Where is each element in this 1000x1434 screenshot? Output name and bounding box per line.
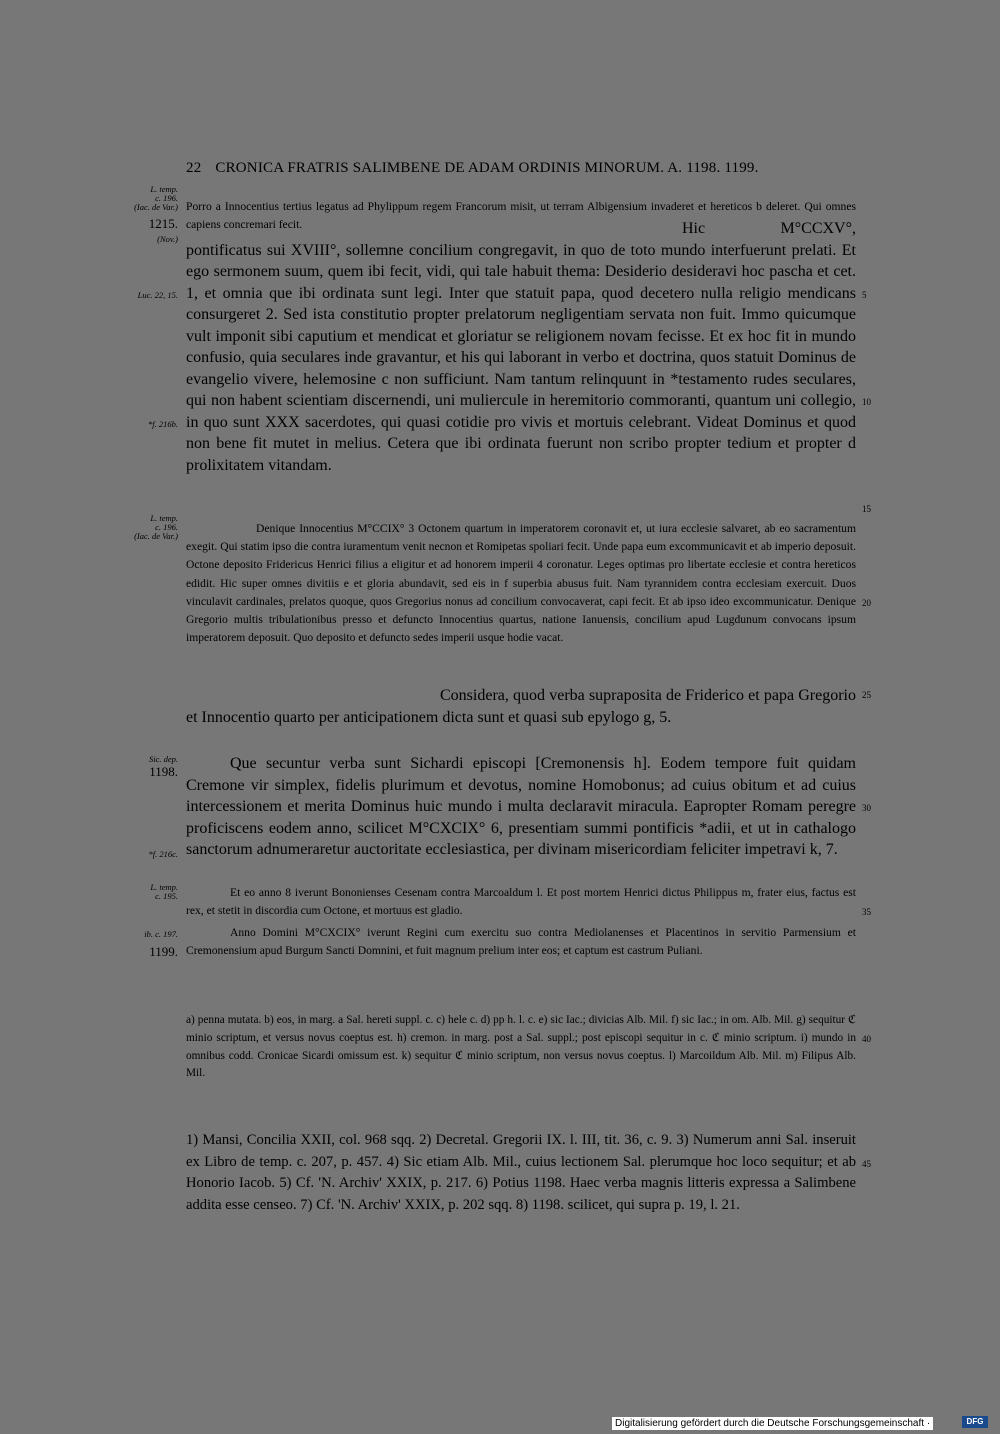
line-number: 5: [862, 290, 867, 300]
line-number: 20: [862, 598, 871, 608]
paragraph-main: Que secuntur verba sunt Sichardi episcopi [Cremonensis h]. Eodem tempore fuit quidam Cremone vir simplex, fidelis plurimum et devotus, nomine Homobonus; ad cuius obitum et ad cuius intercessionem et merita Dominus huic mundo i multa declaravit miracula. Eapropter Romam peregre proficiscens eodem anno, scilicet M°CXCIX° 6, presentiam summi pontificis *adii, et ut in cathalogo sanctorum adnumeraretur auctoritate ecclesiastica, per divinam misericordiam feliciter impetravi k, 7.: [186, 755, 856, 858]
funding-credit: Digitalisierung gefördert durch die Deutsche Forschungsgemeinschaft ·: [612, 1417, 933, 1430]
margin-year: 1215.: [148, 216, 178, 231]
margin-note-line: L. temp.: [150, 184, 178, 194]
paragraph-small: Porro a Innocentius tertius legatus ad Phylippum regem Francorum misit, ut terram Albigensium invaderet et hereticos b deleret. Qui omnes capiens concremari fecit.: [186, 200, 856, 232]
margin-note-source: Sic. dep.: [148, 754, 178, 764]
margin-note-source: [108, 185, 178, 212]
line-number: 40: [862, 1034, 871, 1044]
margin-note-folio: *f. 216b.: [148, 419, 178, 429]
margin-note-line: (Iac. de Var.): [134, 531, 178, 541]
margin-note-bible: Luc. 22, 15.: [137, 290, 178, 300]
critical-apparatus: a) penna mutata. b) eos, in marg. a Sal. hereti suppl. c. c) hele c. d) pp h. l. c. e) sic Iac.; divicias Alb. Mil. f) sic Iac.; in om. Alb. Mil. g) sequitur ℭ minio scriptum, et versus novus coeptus est. h) cremon. in marg. post a Sal. suppl.; post episcopi sequitur in c. ℭ minio scriptum. i) mundo in omnibus codd. Cronicae Sicardi omissum est. k) sequitur ℭ minio scriptum, non versus novus coeptus. l) Marcoildum Alb. Mil. m) Filipus Alb. Mil.: [186, 1014, 856, 1080]
margin-note-source: [108, 514, 178, 541]
margin-note-line: c. 196.: [155, 193, 178, 203]
running-title: CRONICA FRATRIS SALIMBENE DE ADAM ORDINIS MINORUM. A. 1198. 1199.: [215, 160, 759, 176]
margin-note-line: L. temp.: [150, 882, 178, 892]
line-number: 30: [862, 803, 871, 813]
margin-note-source: [108, 883, 178, 901]
margin-note-line: L. temp.: [150, 513, 178, 523]
line-number: 15: [862, 504, 871, 514]
line-number: 45: [862, 1159, 871, 1169]
margin-year: 1198.: [149, 764, 178, 779]
paragraph-small: Denique Innocentius M°CCIX° 3 Octonem quartum in imperatorem coronavit et, ut iura ecclesie salvaret, ab eo sacramentum exegit. Qui statim ipso die contra iuramentum venit necnon et Romipetas spoliari fecit. Unde papa eum excommunicavit et ab imperio deposuit. Octone deposito Fridericus Henrici filius a eligitur et ad honorem imperii 4 coronatur. Leges optimas pro libertate ecclesie et contra hereticos edidit. Hic super omnes divitiis e et gloria abundavit, sed eis in f superbia abusus fuit. Nam tyrannidem contra ecclesiam exercuit. Duos vinculavit cardinales, prelatos quoque, quos Gregorius nonus ad concilium convocaverat, capi fecit. Et ab ipso ideo excommunicatur. Denique Gregorio multis tribulationibus presso et defuncto Innocentius quartus, natione Ianuensis, concilium apud Lugdunum convocans ipsum imperatorem deposuit. Quo deposito et defuncto sedes imperii usque hodie vacat.: [186, 522, 856, 645]
margin-year: 1199.: [149, 944, 178, 959]
margin-note-line: (Iac. de Var.): [134, 202, 178, 212]
line-number: 35: [862, 907, 871, 917]
paragraph-main: Hic M°CCXV°, pontificatus sui XVIII°, sollemne concilium congregavit, in quo de toto mundo interfuerunt prelati. Et ego sermonem suum, quem ibi fecit, vidi, qui tale habuit thema: Desiderio desideravi hoc pascha et cet. 1, et omnia que ibi ordinata sunt legi. Inter que statuit papa, quod decetero nulla religio mendicans consurgeret 2. Sed ista constitutio propter prelatorum negligentiam servata non fuit. Immo quicumque vult imponit sibi caputium et mendicat et gloriatur se religionem novam fecisse. Et ex hoc fit in mundo confusio, quia seculares inde gravantur, et his qui laborant in verbo et doctrina, quos statuit Dominus de evangelio vivere, helemosine c non sufficiunt. Nam tantum relinquunt in *testamento rudes seculares, qui non habent scientiam discernendi, uni muliercule in heremitorio commoranti, quantum uni collegio, in quo sunt XXX sacerdotes, qui quasi cotidie pro vivis et mortuis celebrant. Videat Dominus et quod non bene fit mutet in melius. Cetera que ibi ordinata fuerunt non scribo propter tedium et propter d prolixitatem vitandam.: [186, 220, 856, 474]
margin-note-folio: *f. 216c.: [148, 849, 178, 859]
dfg-logo: DFG: [962, 1416, 988, 1428]
paragraph-small: Et eo anno 8 iverunt Bononienses Cesenam contra Marcoaldum l. Et post mortem Henrici dictus Philippus m, frater eius, factus est rex, et stetit in discordia cum Octone, et mortuus est gladio.: [186, 886, 856, 918]
paragraph-small: Anno Domini M°CXCIX° iverunt Regini cum exercitu suo contra Mediolanenses et Placentinos in servitio Parmensium et Cremonensium apud Burgum Sancti Domnini, et fuit magnum prelium inter eos; et captum est castrum Puliani.: [186, 926, 856, 958]
margin-note-month: (Nov.): [157, 234, 178, 244]
margin-note-source: ib. c. 197.: [144, 929, 178, 939]
footnotes: 1) Mansi, Concilia XXII, col. 968 sqq. 2) Decretal. Gregorii IX. l. III, tit. 36, c. 9. 3) Numerum anni Sal. inseruit ex Libro de temp. c. 207, p. 457. 4) Sic etiam Alb. Mil., cuius lectionem Sal. plerumque hoc loco sequitur; et ab Honorio Iacob. 5) Cf. 'N. Archiv' XXIX, p. 217. 6) Potius 1198. Haec verba magnis litteris expressa a Salimbene addita esse censeo. 7) Cf. 'N. Archiv' XXIX, p. 202 sqq. 8) 1198. scilicet, qui supra p. 19, l. 21.: [186, 1132, 856, 1213]
paragraph-main: Considera, quod verba supraposita de Friderico et papa Gregorio et Innocentio quarto per anticipationem dicta sunt et quasi sub epylogo g, 5.: [186, 687, 856, 726]
line-number: 25: [862, 690, 871, 700]
line-number: 10: [862, 397, 871, 407]
running-header: [186, 160, 856, 177]
page-number: 22: [186, 160, 202, 176]
margin-note-line: c. 196.: [155, 522, 178, 532]
margin-note-line: c. 195.: [155, 891, 178, 901]
